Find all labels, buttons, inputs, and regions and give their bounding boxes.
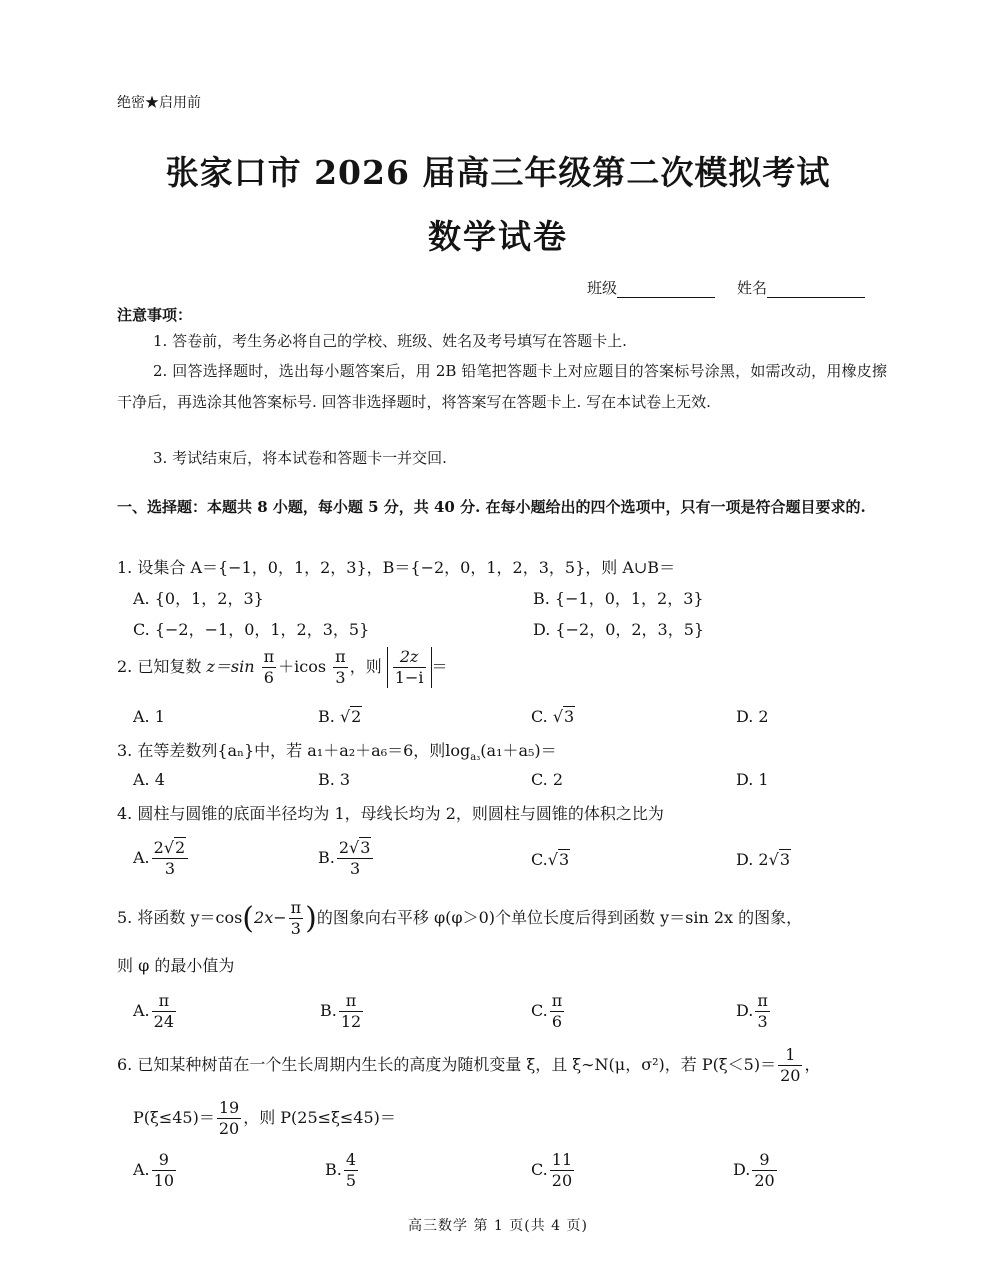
- question-3-stem: 3. 在等差数列{aₙ}中，若 a₁＋a₂＋a₆＝6，则$\log_{a_3}(a_1+a_5)=$: [117, 741, 557, 764]
- fraction: $\frac{\pi}{3}$: [335, 647, 346, 687]
- note-item: 1. 答卷前，考生务必将自己的学校、班级、姓名及考号填写在答题卡上.: [153, 332, 627, 350]
- question-5-stem: 5. 将函数 y＝cos(2x− $\frac{\pi}{3}$ )的图象向右平移 φ(φ＞0)个单位长度后得到函数 y＝sin 2x 的图象，: [117, 898, 803, 938]
- q3-option-b[interactable]: B. 3: [318, 770, 351, 789]
- q2-option-a[interactable]: A. 1: [133, 707, 165, 726]
- q5-option-b[interactable]: B. $\frac{\pi}{12}$: [320, 991, 362, 1031]
- name-label: 姓名: [737, 279, 768, 297]
- question-6-stem: 6. 已知某种树苗在一个生长周期内生长的高度为随机变量 ξ，且 ξ∼N(μ，σ²)，若 P(ξ＜5)＝ $\frac{1}{20}$ ，: [117, 1045, 821, 1085]
- section-heading: 一、选择题：本题共 8 小题，每小题 5 分，共 40 分. 在每小题给出的四个选项中，只有一项是符合题目要求的.: [117, 498, 866, 516]
- q1-option-c[interactable]: C. {−2，−1，0，1，2，3，5}: [133, 620, 370, 639]
- q4-option-c[interactable]: C.√3: [531, 850, 570, 869]
- q6-option-b[interactable]: B. $\frac{4}{5}$: [325, 1150, 357, 1190]
- q6-option-c[interactable]: C. $\frac{11}{20}$: [531, 1150, 573, 1190]
- q6-option-a[interactable]: A. $\frac{9}{10}$: [133, 1150, 174, 1190]
- class-label: 班级: [587, 279, 618, 297]
- q3-option-c[interactable]: C. 2: [531, 770, 564, 789]
- question-4-stem: 4. 圆柱与圆锥的底面半径均为 1，母线长均为 2，则圆柱与圆锥的体积之比为: [117, 804, 664, 823]
- name-blank[interactable]: [767, 283, 865, 298]
- q2-option-c[interactable]: C. √3: [531, 707, 575, 726]
- q3-option-a[interactable]: A. 4: [133, 770, 165, 789]
- question-2-stem: 2. 已知复数 z＝sin $\frac{\pi}{6}$ ＋icos $\frac{\pi}{3}$ ，则 $\frac{2z}{1-i}$ ＝: [117, 647, 448, 687]
- modulus: $\frac{2z}{1-i}$: [387, 647, 432, 688]
- q4-option-a[interactable]: A. $\frac{2√2}{3}$: [133, 838, 190, 879]
- q2-option-b[interactable]: B. √2: [318, 707, 362, 726]
- q5-option-d[interactable]: D. $\frac{\pi}{3}$: [736, 991, 768, 1031]
- q6-option-d[interactable]: D. $\frac{9}{20}$: [733, 1150, 775, 1190]
- q2-option-d[interactable]: D. 2: [736, 707, 769, 726]
- confidential-mark: 绝密★启用前: [117, 95, 201, 111]
- notes-heading: 注意事项：: [117, 306, 193, 324]
- note-item: 2. 回答选择题时，选出每小题答案后，用 2B 铅笔把答题卡上对应题目的答案标号涂黑，如需改动，用橡皮擦干净后，再选涂其他答案标号. 回答非选择题时，将答案写在答题卡上. 写在本试卷上无效.: [117, 362, 887, 411]
- class-blank[interactable]: [617, 283, 715, 298]
- q1-option-b[interactable]: B. {−1，0，1，2，3}: [533, 589, 704, 608]
- page-footer: 高三数学 第 1 页(共 4 页): [408, 1218, 588, 1234]
- q5-option-a[interactable]: A. $\frac{\pi}{24}$: [133, 991, 174, 1031]
- q1-option-a[interactable]: A. {0，1，2，3}: [133, 589, 264, 608]
- q1-option-d[interactable]: D. {−2，0，2，3，5}: [533, 620, 705, 639]
- class-field[interactable]: [587, 277, 715, 298]
- note-item: 3. 考试结束后，将本试卷和答题卡一并交回.: [153, 449, 447, 467]
- name-field[interactable]: [737, 277, 865, 298]
- exam-subtitle: 数学试卷: [428, 217, 568, 256]
- q4-option-b[interactable]: B. $\frac{2√3}{3}$: [318, 838, 375, 879]
- fraction: $\frac{\pi}{6}$: [263, 647, 275, 687]
- exam-title: 张家口市 2026 届高三年级第二次模拟考试: [165, 153, 831, 192]
- q5-option-c[interactable]: C. $\frac{\pi}{6}$: [531, 991, 563, 1031]
- question-1-stem: 1. 设集合 A＝{−1，0，1，2，3}，B＝{−2，0，1，2，3，5}，则 A∪B＝: [117, 558, 676, 577]
- q4-option-d[interactable]: D. 2√3: [736, 850, 790, 869]
- q3-option-d[interactable]: D. 1: [736, 770, 769, 789]
- question-5-stem-cont: 则 φ 的最小值为: [117, 956, 235, 975]
- question-6-stem-cont: P(ξ≤45)＝ $\frac{19}{20}$ ，则 P(25≤ξ≤45)＝: [133, 1098, 396, 1138]
